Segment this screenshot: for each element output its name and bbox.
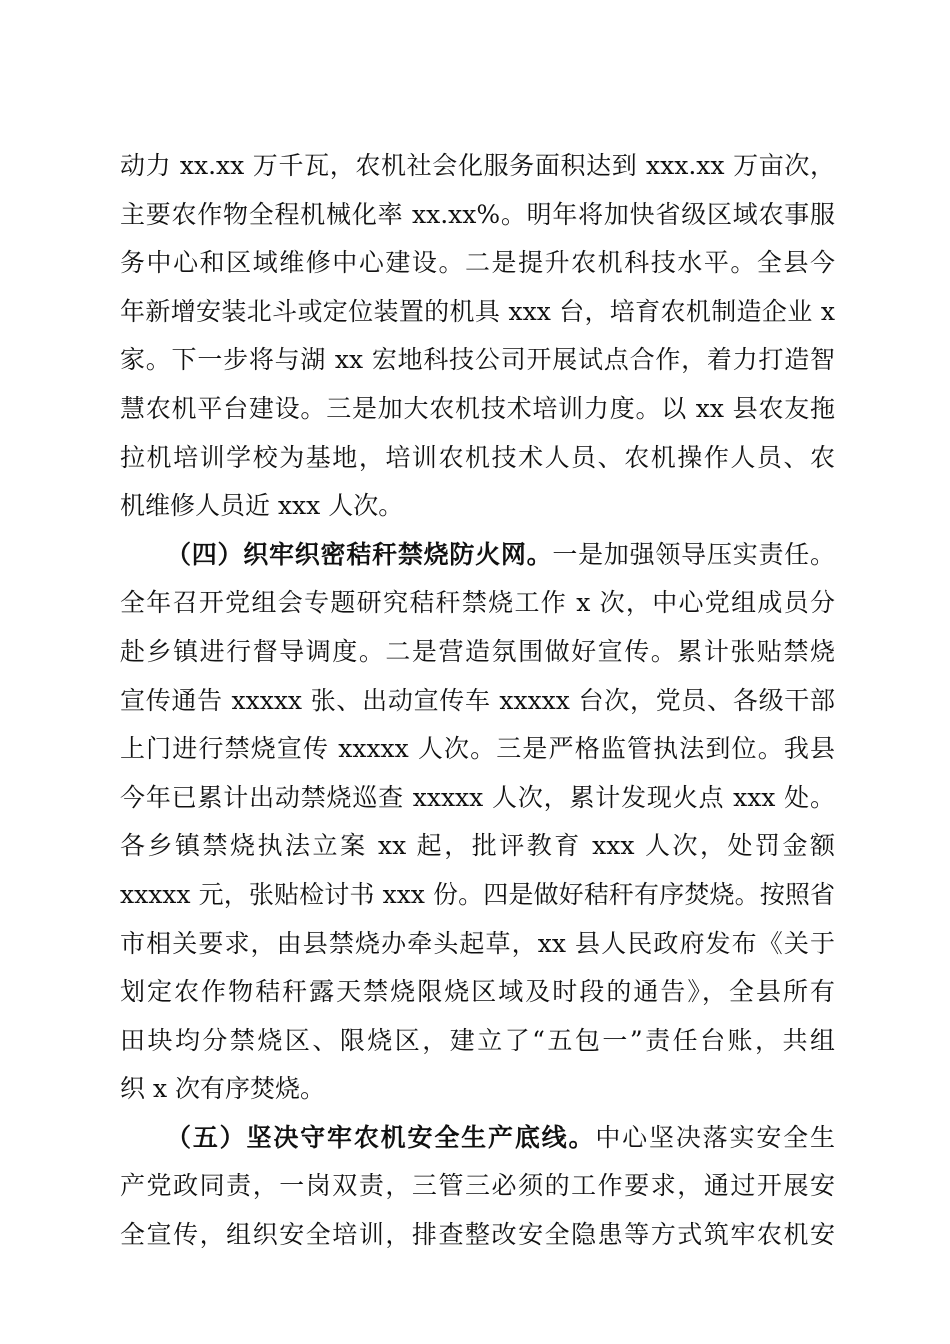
text-line: 织 x 次有序焚烧。 xyxy=(120,1074,325,1104)
text-line: 产党政同责，一岗双责，三管三必须的工作要求，通过开展安 xyxy=(120,1171,835,1201)
text-line: 今年已累计出动禁烧巡查 xxxxx 人次，累计发现火点 xxx 处。 xyxy=(120,782,835,812)
text-line: 田块均分禁烧区、限烧区，建立了“五包一”责任台账，共组 xyxy=(120,1025,835,1055)
section-heading: （四）织牢织密秸秆禁烧防火网。 xyxy=(166,539,553,569)
paragraph-section-4 xyxy=(120,531,835,1114)
text-line: 市相关要求，由县禁烧办牵头起草，xx 县人民政府发布《关于 xyxy=(120,928,835,958)
text-line: 划定农作物秸秆露天禁烧限烧区域及时段的通告》，全县所有 xyxy=(120,977,835,1007)
text-line: 各乡镇禁烧执法立案 xx 起，批评教育 xxx 人次，处罚金额 xyxy=(120,831,835,861)
text-line: 赴乡镇进行督导调度。二是营造氛围做好宣传。累计张贴禁烧 xyxy=(120,636,835,666)
body-text xyxy=(120,142,835,1260)
text-line: 机维修人员近 xxx 人次。 xyxy=(120,491,404,521)
text-line: 年新增安装北斗或定位装置的机具 xxx 台，培育农机制造企业 x xyxy=(120,296,835,326)
text-line: 务中心和区域维修中心建设。二是提升农机科技水平。全县今 xyxy=(120,248,835,278)
text-line: 全年召开党组会专题研究秸秆禁烧工作 x 次，中心党组成员分 xyxy=(120,588,835,618)
text-line: 全宣传，组织安全培训，排查整改安全隐患等方式筑牢农机安 xyxy=(120,1220,835,1250)
text-line: 家。下一步将与湖 xx 宏地科技公司开展试点合作，着力打造智 xyxy=(120,345,835,375)
text-run: 中心坚决落实安全生 xyxy=(595,1122,835,1152)
paragraph-continuation xyxy=(120,142,835,531)
section-heading: （五）坚决守牢农机安全生产底线。 xyxy=(166,1122,596,1152)
text-line: 主要农作物全程机械化率 xx.xx%。明年将加快省级区域农事服 xyxy=(120,199,835,229)
text-line: 动力 xx.xx 万千瓦，农机社会化服务面积达到 xxx.xx 万亩次， xyxy=(120,151,835,180)
text-line: 宣传通告 xxxxx 张、出动宣传车 xxxxx 台次，党员、各级干部 xyxy=(120,685,835,715)
text-line: 上门进行禁烧宣传 xxxxx 人次。三是严格监管执法到位。我县 xyxy=(120,734,835,764)
paragraph-first-line xyxy=(120,531,835,580)
text-line: 拉机培训学校为基地，培训农机技术人员、农机操作人员、农 xyxy=(120,442,835,472)
text-line: 慧农机平台建设。三是加大农机技术培训力度。以 xx 县农友拖 xyxy=(120,393,835,423)
text-run: 一是加强领导压实责任。 xyxy=(552,539,835,569)
paragraph-first-line xyxy=(120,1114,835,1163)
paragraph-section-5 xyxy=(120,1114,835,1260)
text-line: xxxxx 元，张贴检讨书 xxx 份。四是做好秸秆有序焚烧。按照省 xyxy=(120,879,835,909)
